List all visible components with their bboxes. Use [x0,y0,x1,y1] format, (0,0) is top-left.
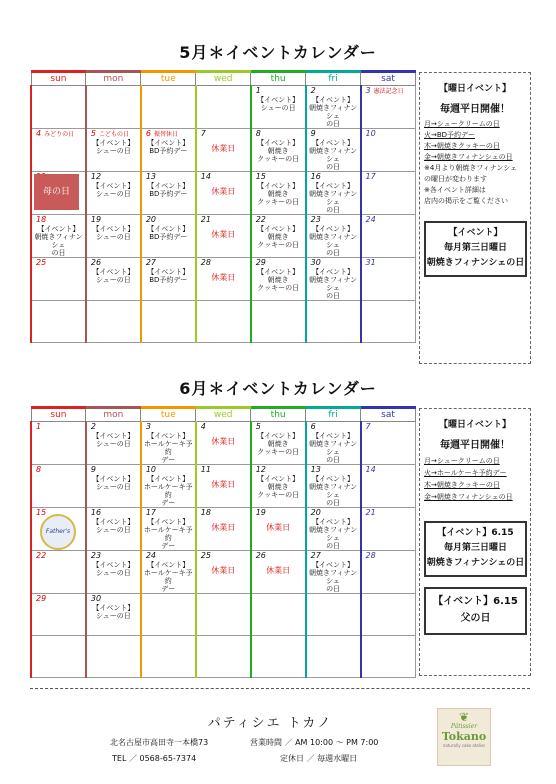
june-title: 6月＊イベントカレンダー [179,379,377,398]
day-number: 19 [90,215,102,224]
day-cell [196,129,251,172]
shop-tel: TEL ／ 0568-65-7374 [112,754,197,763]
day-number: 29 [36,594,47,603]
day-number: 23 [90,551,102,560]
day-cell [86,129,141,172]
weekday-header-wed: wed [196,408,251,422]
day-number: 22 [255,215,266,224]
day-cell [306,636,361,678]
event-text: 【イベント】 朝焼きフィナンシェ の日 [309,475,358,507]
day-number: 26 [255,551,266,560]
weekday-header-sun: sun [31,408,86,422]
day-cell [196,258,251,301]
weekday-header-fri: fri [306,72,361,86]
day-cell [141,636,196,678]
weekday-event-line: 木→朝焼きクッキーの日 [424,481,500,489]
day-cell [86,594,141,636]
day-cell [251,465,306,508]
day-number: 3 [145,422,151,431]
day-cell [141,551,196,594]
weekday-event-line: 金→朝焼きフィナンシェの日 [424,153,513,161]
day-number: 16 [90,508,102,517]
day-cell [141,301,196,343]
day-cell [31,594,86,636]
weekday-header-tue: tue [141,408,196,422]
day-number: 1 [36,422,42,431]
day-number: 24 [365,215,376,224]
may-weekday-events-panel [419,72,531,364]
june-calendar [30,406,416,678]
weekday-event-line: 金→朝焼きフィナンシェの日 [424,493,513,501]
day-cell [31,465,86,508]
day-number: 20 [310,508,321,517]
day-cell [31,129,86,172]
event-text: 【イベント】 シューの日 [92,604,135,620]
day-cell [141,465,196,508]
june-third-sunday-box [424,521,527,577]
box-line: 【イベント】6.15 [437,528,514,538]
holiday-label: 振替休日 [153,131,178,138]
day-cell [361,258,416,301]
shop-hours: 営業時間 ／ AM 10:00 ～ PM 7:00 [250,738,379,747]
day-cell [306,129,361,172]
june-fathers-day-box [424,587,527,635]
day-cell [361,636,416,678]
closed-day-label: 休業日 [211,480,236,489]
day-cell [86,508,141,551]
day-number: 8 [255,129,261,138]
day-cell [86,465,141,508]
day-cell [251,301,306,343]
day-cell [306,215,361,258]
day-cell [31,172,86,215]
day-cell [141,594,196,636]
day-cell [31,301,86,343]
event-text: 【イベント】 ホールケーキ予約 デー [143,561,193,593]
day-cell [361,422,416,465]
day-number: 2 [310,86,316,95]
note-line: の曜日が変わります [424,175,487,183]
day-cell [141,215,196,258]
shop-address: 北名古屋市高田寺一本橋73 [110,738,209,747]
event-text: 【イベント】 朝焼きフィナンシェ の日 [309,518,358,550]
weekday-event-line: 木→朝焼きクッキーの日 [424,142,500,150]
closed-day-label: 休業日 [211,187,236,196]
fathers-day-illustration: Father's [40,514,76,550]
day-cell [31,551,86,594]
day-number: 13 [310,465,321,474]
event-text: 【イベント】 朝焼き クッキーの日 [257,475,300,499]
day-number: 29 [255,258,266,267]
day-number: 5 [255,422,261,431]
day-number: 17 [145,508,157,517]
weekday-event-line: 火→BD予約デー [424,131,476,139]
day-number: 6 [310,422,316,431]
event-text: 【イベント】 シューの日 [92,139,135,155]
day-cell [251,508,306,551]
day-number: 3 憲法記念日 [365,86,404,95]
event-text: 【イベント】 朝焼き クッキーの日 [257,225,300,249]
event-text: 【イベント】 朝焼きフィナンシェ の日 [309,96,358,128]
event-text: 【イベント】 ホールケーキ予約 デー [143,518,193,550]
day-cell [141,258,196,301]
day-number: 25 [200,551,211,560]
day-cell [251,172,306,215]
event-text: 【イベント】 朝焼きフィナンシェ の日 [309,139,358,171]
weekday-header-mon: mon [86,408,141,422]
event-text: 【イベント】 朝焼き クッキーの日 [257,139,300,163]
may-side-sub: 毎週平日開催！ [440,104,510,115]
day-cell [306,258,361,301]
day-number: 26 [90,258,102,267]
weekday-event-line: 火→ホールケーキ予約デー [424,469,507,477]
day-cell [306,172,361,215]
day-number: 5 こどもの日 [90,129,130,138]
day-cell [86,258,141,301]
day-cell [196,508,251,551]
day-number: 19 [255,508,266,517]
weekday-header-mon: mon [86,72,141,86]
day-cell [306,508,361,551]
event-text: 【イベント】 朝焼きフィナンシェ の日 [34,225,83,257]
day-cell [361,86,416,129]
day-cell [196,422,251,465]
note-line: 店内の掲示をご覧ください [424,197,508,205]
box-line: 朝焼きフィナンシェの日 [426,558,525,568]
day-cell [196,172,251,215]
day-cell [306,465,361,508]
day-cell [251,129,306,172]
event-text: 【イベント】 朝焼きフィナンシェ の日 [309,225,358,257]
day-number: 12 [90,172,102,181]
event-text: 【イベント】 朝焼きフィナンシェ の日 [309,182,358,214]
weekday-event-line: 月→シュークリームの日 [424,120,500,128]
day-number: 8 [36,465,42,474]
day-number: 10 [145,465,157,474]
day-number: 30 [310,258,321,267]
day-cell [86,422,141,465]
day-cell [141,86,196,129]
closed-day-label: 休業日 [211,144,236,153]
day-cell [361,508,416,551]
day-number: 1 [255,86,261,95]
may-calendar [30,70,416,343]
closed-day-label: 休業日 [211,273,236,282]
day-cell [306,551,361,594]
day-cell [306,594,361,636]
day-cell [31,508,86,551]
day-number: 28 [200,258,211,267]
event-text: 【イベント】 朝焼き クッキーの日 [257,182,300,206]
may-title: 5月＊イベントカレンダー [179,43,377,62]
logo-leaf-icon: ❦ [458,710,470,724]
event-text: 【イベント】 ホールケーキ予約 デー [143,475,193,507]
weekday-header-sat: sat [361,72,416,86]
day-number: 2 [90,422,97,431]
day-cell [251,551,306,594]
june-side-sub: 毎週平日開催！ [440,440,510,451]
weekday-header-wed: wed [196,72,251,86]
closed-day-label: 休業日 [266,523,291,532]
june-side-title: 【曜日イベント】 [438,420,511,430]
box-line: 朝焼きフィナンシェの日 [426,258,525,268]
day-number: 20 [145,215,157,224]
event-text: 【イベント】 朝焼き クッキーの日 [257,268,300,292]
event-text: 【イベント】 朝焼きフィナンシェ の日 [309,561,358,593]
day-cell [196,465,251,508]
box-line: 【イベント】6.15 [433,596,518,607]
day-cell [306,86,361,129]
event-text: 【イベント】 シューの日 [92,518,135,534]
day-cell [31,215,86,258]
day-cell [31,422,86,465]
day-cell [361,172,416,215]
day-number: 21 [365,508,376,517]
event-text: 【イベント】 BD予約デー [147,182,190,198]
event-text: 【イベント】 シューの日 [92,182,135,198]
day-number: 27 [310,551,321,560]
june-weekday-events-panel [419,408,531,676]
event-text: 【イベント】 シューの日 [92,432,135,448]
day-number: 7 [365,422,371,431]
event-text: 【イベント】 朝焼き クッキーの日 [257,432,300,456]
mothers-day-illustration: 母の日 [34,174,79,210]
closed-day-label: 休業日 [211,566,236,575]
day-number: 10 [365,129,376,138]
shop-logo: ❦ Pâtissier Tokano naturally cake atelier [437,708,491,766]
day-number: 9 [310,129,316,138]
day-cell [306,422,361,465]
day-cell [361,301,416,343]
day-cell [251,258,306,301]
day-number: 18 [36,215,47,224]
box-line: 父の日 [460,613,491,624]
day-number: 11 [200,465,211,474]
weekday-header-thu: thu [251,408,306,422]
day-cell [196,594,251,636]
event-text: 【イベント】 朝焼きフィナンシェ の日 [309,432,358,464]
day-number: 13 [145,172,157,181]
day-number: 12 [255,465,266,474]
day-cell [251,594,306,636]
holiday-label: みどりの日 [44,131,75,138]
day-number: 18 [200,508,211,517]
day-cell [361,551,416,594]
day-cell [86,86,141,129]
day-number: 24 [145,551,157,560]
day-number: 27 [145,258,157,267]
day-number: 23 [310,215,321,224]
shop-name: パティシエ トカノ [207,716,333,731]
day-number: 30 [90,594,102,603]
event-text: 【イベント】 シューの日 [257,96,300,112]
day-cell [196,551,251,594]
day-number: 14 [200,172,211,181]
day-number: 15 [36,508,47,517]
day-cell [86,636,141,678]
day-number: 6 振替休日 [145,129,178,138]
day-number: 15 [255,172,266,181]
day-cell [196,301,251,343]
weekday-event-line: 月→シュークリームの日 [424,457,500,465]
may-side-title: 【曜日イベント】 [438,84,511,94]
day-number: 16 [310,172,321,181]
day-cell [86,172,141,215]
day-cell [361,129,416,172]
day-cell [196,636,251,678]
day-cell [196,86,251,129]
day-cell [361,594,416,636]
weekday-header-fri: fri [306,408,361,422]
day-number: 25 [36,258,47,267]
day-cell [196,215,251,258]
event-text: 【イベント】 BD予約デー [147,139,190,155]
day-number: 9 [90,465,97,474]
day-cell [251,636,306,678]
weekday-header-sat: sat [361,408,416,422]
day-number: 21 [200,215,211,224]
day-number: 4 [200,422,206,431]
event-text: 【イベント】 シューの日 [92,561,135,577]
day-cell [251,86,306,129]
day-cell [141,172,196,215]
day-cell [141,508,196,551]
event-text: 【イベント】 シューの日 [92,225,135,241]
closed-day-label: 休業日 [211,437,236,446]
day-cell [251,215,306,258]
closed-day-label: 休業日 [266,566,291,575]
day-cell [86,215,141,258]
closed-day-label: 休業日 [211,523,236,532]
day-number: 14 [365,465,376,474]
event-text: 【イベント】 ホールケーキ予約 デー [143,432,193,464]
note-line: ※各イベント詳細は [424,186,486,194]
day-cell [306,301,361,343]
event-text: 【イベント】 シューの日 [92,475,135,491]
day-cell [251,422,306,465]
day-cell [31,86,86,129]
day-cell [31,258,86,301]
event-text: 【イベント】 シューの日 [92,268,135,284]
event-text: 【イベント】 BD予約デー [147,268,190,284]
weekday-header-sun: sun [31,72,86,86]
day-cell [86,301,141,343]
day-cell [141,129,196,172]
event-text: 【イベント】 BD予約デー [147,225,190,241]
weekday-header-tue: tue [141,72,196,86]
holiday-label: 憲法記念日 [373,88,404,95]
day-number: 28 [365,551,376,560]
day-cell [361,465,416,508]
day-number: 17 [365,172,376,181]
day-number: 31 [365,258,376,267]
day-cell [141,422,196,465]
day-cell [361,215,416,258]
weekday-header-thu: thu [251,72,306,86]
box-line: 毎月第三日曜日 [443,243,507,253]
box-line: 毎月第三日曜日 [443,543,507,553]
closed-day-label: 休業日 [211,230,236,239]
shop-closed-day: 定休日 ／ 毎週水曜日 [280,754,358,763]
box-line: 【イベント】 [448,228,503,238]
day-number: 4 みどりの日 [36,129,75,138]
footer-divider [30,688,530,689]
day-cell [86,551,141,594]
day-cell [31,636,86,678]
day-number: 22 [36,551,47,560]
note-line: ※4月より朝焼きフィナンシェ [424,164,518,172]
holiday-label: こどもの日 [99,131,130,138]
day-number: 7 [200,129,206,138]
event-text: 【イベント】 朝焼きフィナンシェ の日 [309,268,358,300]
may-third-sunday-box [424,221,527,277]
